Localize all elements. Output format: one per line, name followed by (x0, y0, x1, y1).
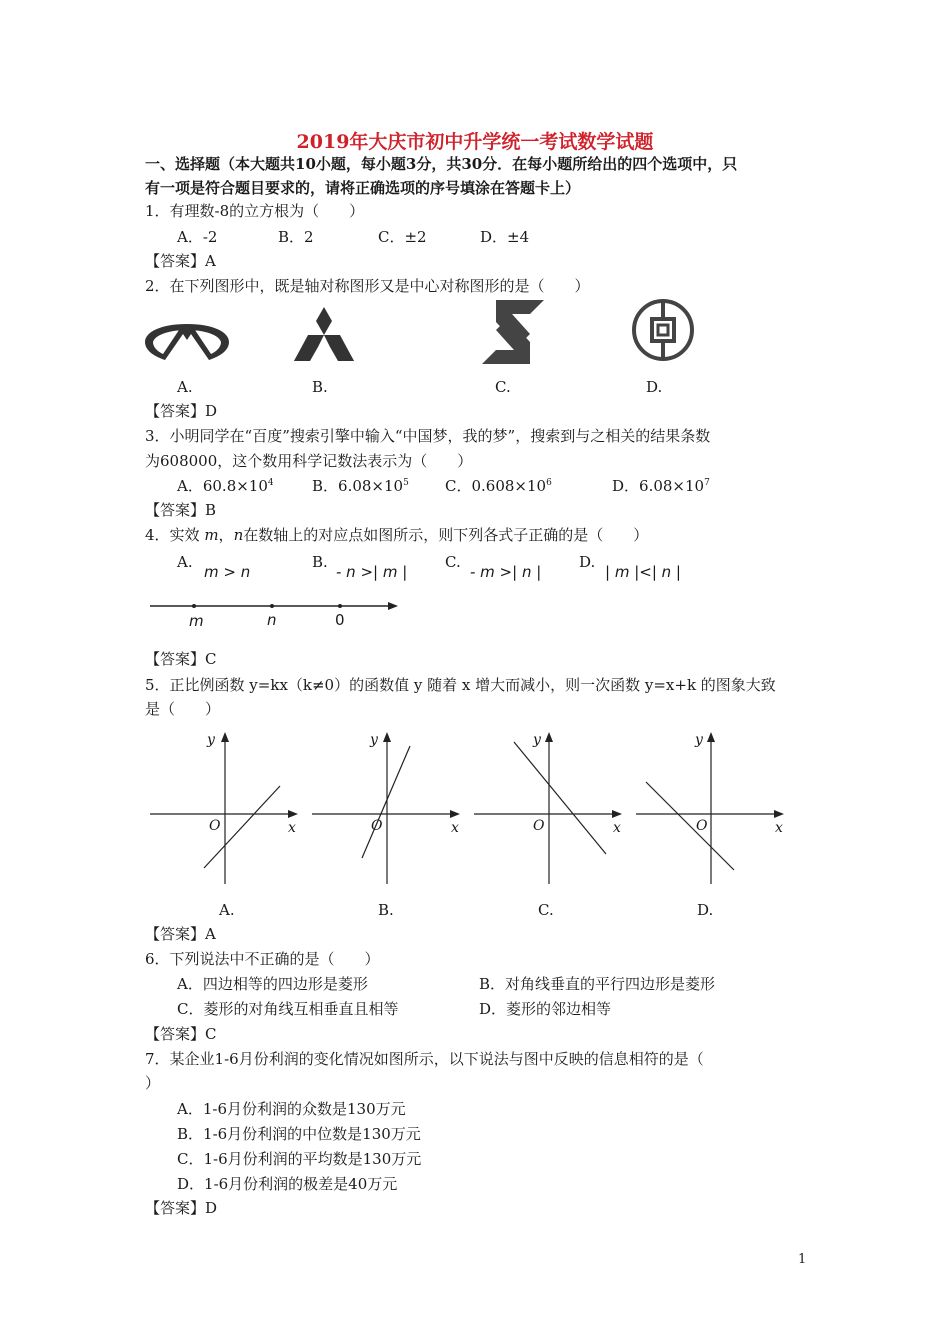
q7-line2: ） (145, 1074, 161, 1092)
graph-c (474, 730, 624, 888)
q4-stem: 4．实效 m，n在数轴上的对应点如图所示，则下列各式子正确的是（ ） (145, 526, 649, 544)
q3-answer: 【答案】B (145, 501, 217, 519)
q4-letter-b: B. (312, 553, 328, 571)
graph-b-x-label: x (451, 820, 459, 836)
q6-option-d: D．菱形的邻边相等 (479, 1000, 612, 1018)
graph-a-origin-label: O (209, 818, 221, 834)
graph-b (312, 730, 462, 888)
graph-d-x-label: x (775, 820, 783, 836)
q6-option-a: A．四边相等的四边形是菱形 (177, 975, 368, 993)
q6-answer: 【答案】C (145, 1025, 217, 1043)
q1-option-c: C．±2 (378, 228, 427, 246)
suzuki-logo-icon (482, 300, 544, 364)
graph-a-x-label: x (288, 820, 296, 836)
graph-d (636, 730, 786, 888)
q5-line1: 5．正比例函数 y=kx（k≠0）的函数值 y 随着 x 增大而减小，则一次函数 y=x+k 的图象大致 (145, 676, 776, 694)
q5-option-a: A. (219, 901, 235, 919)
q5-option-c: C. (538, 901, 554, 919)
q3-line1: 3．小明同学在“百度”搜索引擎中输入“中国梦，我的梦”，搜索到与之相关的结果条数 (145, 427, 711, 445)
q1-option-a: A．-2 (177, 228, 218, 246)
infiniti-logo-icon (143, 318, 231, 364)
q4-formula-c: - m >| n | (470, 563, 542, 581)
q5-line2: 是（ ） (145, 700, 221, 718)
number-line (148, 596, 408, 636)
number-line-label-n: n (267, 611, 277, 629)
q5-option-b: B. (378, 901, 394, 919)
page-number: 1 (798, 1252, 807, 1267)
graph-d-y-label: y (695, 732, 703, 748)
graph-b-origin-label: O (371, 818, 383, 834)
q6-stem: 6．下列说法中不正确的是（ ） (145, 950, 380, 968)
graph-c-x-label: x (613, 820, 621, 836)
q4-formula-b: - n >| m | (336, 563, 408, 581)
q1-stem: 1．有理数-8的立方根为（ ） (145, 202, 365, 220)
q4-letter-c: C. (445, 553, 461, 571)
q2-option-c: C. (495, 378, 511, 396)
q4-letter-a: A. (177, 553, 193, 571)
q7-option-b: B．1-6月份利润的中位数是130万元 (177, 1125, 421, 1143)
q3-option-a: A．$60.8\times 10^4$ (177, 477, 274, 495)
q4-answer: 【答案】C (145, 650, 217, 668)
q7-line1: 7．某企业1-6月份利润的变化情况如图所示，以下说法与图中反映的信息相符的是（ (145, 1050, 704, 1068)
graph-a-y-label: y (207, 732, 215, 748)
page-title: 2019年大庆市初中升学统一考试数学试题 (296, 131, 654, 153)
q1-option-b: B．2 (278, 228, 314, 246)
number-line-label-m: m (189, 612, 204, 630)
graph-d-origin-label: O (696, 818, 708, 834)
q1-option-d: D．±4 (480, 228, 530, 246)
number-line-label-zero: 0 (335, 611, 345, 629)
q3-option-c: C．$0.608\times 10^6$ (445, 477, 552, 495)
graph-b-y-label: y (370, 732, 378, 748)
q2-option-a: A. (177, 378, 193, 396)
graph-a (150, 730, 300, 888)
q4-formula-a: m > n (204, 563, 251, 581)
section-heading-line2: 有一项是符合题目要求的，请将正确选项的序号填涂在答题卡上） (145, 179, 581, 197)
q3-line2: 为608000，这个数用科学记数法表示为（ ） (145, 452, 473, 470)
q4-letter-d: D. (579, 553, 596, 571)
q7-option-c: C．1-6月份利润的平均数是130万元 (177, 1150, 422, 1168)
q1-answer: 【答案】A (145, 252, 216, 270)
q5-option-d: D. (697, 901, 714, 919)
q3-option-b: B．$6.08\times 10^5$ (312, 477, 409, 495)
q4-formula-d: | m |<| n | (605, 563, 681, 581)
q7-answer: 【答案】D (145, 1199, 218, 1217)
q7-option-a: A．1-6月份利润的众数是130万元 (177, 1100, 406, 1118)
q2-answer: 【答案】D (145, 402, 218, 420)
q5-answer: 【答案】A (145, 925, 216, 943)
q2-option-b: B. (312, 378, 328, 396)
graph-c-y-label: y (533, 732, 541, 748)
q6-option-b: B．对角线垂直的平行四边形是菱形 (479, 975, 716, 993)
coin-symbol-icon (631, 298, 695, 362)
section-heading-line1: 一、选择题（本大题共10小题，每小题3分，共30分．在每小题所给出的四个选项中，只 (145, 155, 738, 173)
q2-option-d: D. (646, 378, 663, 396)
q7-option-d: D．1-6月份利润的极差是40万元 (177, 1175, 398, 1193)
q3-option-d: D．$6.08\times 10^7$ (612, 477, 710, 495)
q6-option-c: C．菱形的对角线互相垂直且相等 (177, 1000, 399, 1018)
q2-stem: 2．在下列图形中，既是轴对称图形又是中心对称图形的是（ ） (145, 277, 590, 295)
mitsubishi-logo-icon (294, 307, 354, 361)
graph-c-origin-label: O (533, 818, 545, 834)
